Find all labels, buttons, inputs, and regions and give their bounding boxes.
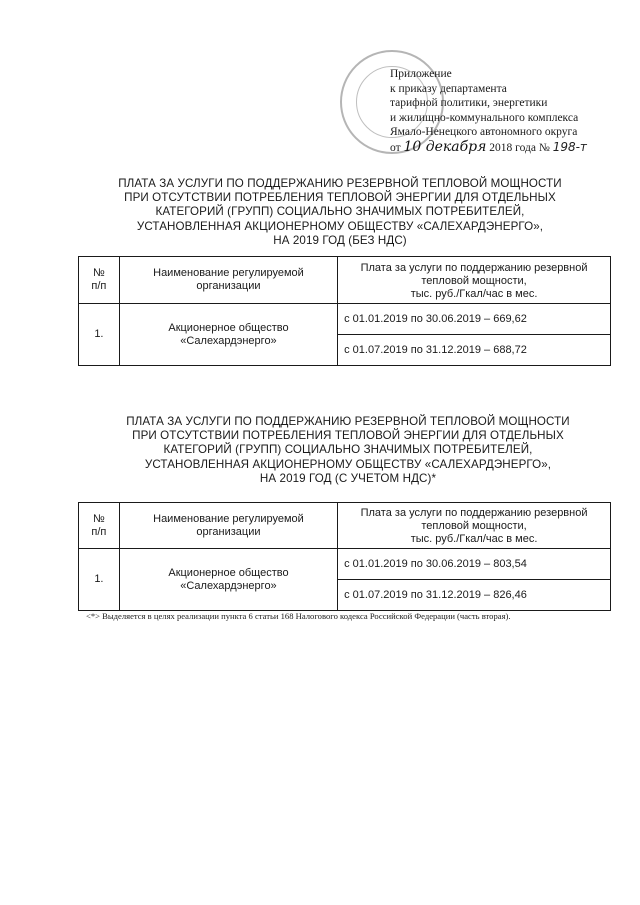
header-fee-line: тепловой мощности, (421, 274, 527, 287)
org-name-line: «Салехардэнерго» (180, 334, 277, 347)
org-name-line: «Салехардэнерго» (180, 579, 277, 592)
table-row (79, 549, 611, 580)
appendix-line-4: и жилищно-коммунального комплекса (390, 111, 579, 124)
header-num-label: п/п (91, 280, 107, 292)
section2-title-line: КАТЕГОРИЙ (ГРУПП) СОЦИАЛЬНО ЗНАЧИМЫХ ПОТРЕБИТЕЛЕЙ, (163, 443, 533, 457)
section2-table (78, 502, 611, 611)
section1-title-line: ПРИ ОТСУТСТВИИ ПОТРЕБЛЕНИЯ ТЕПЛОВОЙ ЭНЕРГИИ ДЛЯ ОТДЕЛЬНЫХ (124, 191, 556, 205)
org-name-line: Акционерное общество (168, 321, 289, 334)
header-name-line: организации (196, 280, 261, 292)
header-fee-line: тыс. руб./Гкал/час в мес. (410, 287, 538, 300)
header-fee-line: тепловой мощности, (421, 520, 527, 532)
section2-title-line: УСТАНОВЛЕННАЯ АКЦИОНЕРНОМУ ОБЩЕСТВУ «САЛЕХАРДЭНЕРГО», (144, 457, 552, 471)
header-name-line: организации (196, 525, 261, 538)
table-row (79, 304, 611, 335)
footnote: <*> Выделяется в целях реализации пункта 6 статьи 168 Налогового кодекса Российской Федерации (часть вторая). (86, 611, 511, 621)
appendix-header (390, 67, 630, 155)
header-num-symbol: № (93, 512, 105, 525)
section2-title-line: ПЛАТА ЗА УСЛУГИ ПО ПОДДЕРЖАНИЮ РЕЗЕРВНОЙ ТЕПЛОВОЙ МОЩНОСТИ (126, 415, 570, 428)
section2-title-line: НА 2019 ГОД (С УЧЕТОМ НДС)* (259, 471, 437, 485)
header-fee-cell (338, 257, 611, 304)
row-name-cell (119, 304, 337, 366)
header-fee-line: тыс. руб./Гкал/час в мес. (410, 533, 538, 545)
appendix-line-5: Ямало-Ненецкого автономного округа (390, 126, 578, 138)
table-header-row (79, 503, 611, 549)
header-num-cell (79, 503, 120, 549)
header-fee-cell (338, 503, 611, 549)
row-name-cell (119, 549, 337, 611)
period-1-cell: с 01.01.2019 по 30.06.2019 – 803,54 (338, 549, 611, 580)
section1-table (78, 256, 611, 366)
section1-title-line: НА 2019 ГОД (БЕЗ НДС) (273, 233, 407, 247)
period-2-cell: с 01.07.2019 по 31.12.2019 – 826,46 (338, 580, 611, 611)
header-name-cell (119, 503, 337, 549)
handwritten-order-number: 198-т (552, 139, 587, 154)
header-num-label: п/п (91, 525, 107, 538)
section2-title (78, 415, 618, 486)
row-num-cell: 1. (79, 304, 120, 366)
appendix-line-2: к приказу департамента (390, 82, 507, 95)
header-num-cell (79, 257, 120, 304)
table-header-row (79, 257, 611, 304)
period-2-cell: с 01.07.2019 по 31.12.2019 – 688,72 (338, 335, 611, 366)
header-fee-line: Плата за услуги по поддержанию резервной (360, 261, 588, 274)
date-prefix: от (390, 141, 401, 154)
section1-title-line: КАТЕГОРИЙ (ГРУПП) СОЦИАЛЬНО ЗНАЧИМЫХ ПОТРЕБИТЕЛЕЙ, (155, 205, 525, 219)
org-name-line: Акционерное общество (168, 566, 289, 579)
appendix-line-3: тарифной политики, энергетики (390, 97, 548, 109)
appendix-line-1: Приложение (390, 68, 452, 80)
section1-title (70, 177, 610, 248)
section2-title-line: ПРИ ОТСУТСТВИИ ПОТРЕБЛЕНИЯ ТЕПЛОВОЙ ЭНЕРГИИ ДЛЯ ОТДЕЛЬНЫХ (132, 429, 564, 443)
appendix-date-line (390, 140, 630, 156)
handwritten-date: 10 декабря (403, 138, 487, 155)
period-1-cell: с 01.01.2019 по 30.06.2019 – 669,62 (338, 304, 611, 335)
row-num-cell: 1. (79, 549, 120, 611)
header-name-line: Наименование регулируемой (153, 512, 304, 525)
section1-title-line: УСТАНОВЛЕННАЯ АКЦИОНЕРНОМУ ОБЩЕСТВУ «САЛЕХАРДЭНЕРГО», (136, 219, 544, 233)
header-name-line: Наименование регулируемой (153, 267, 304, 279)
header-fee-line: Плата за услуги по поддержанию резервной (360, 507, 588, 519)
header-num-symbol: № (93, 267, 105, 279)
date-suffix: 2018 года № (489, 141, 550, 154)
section1-title-line: ПЛАТА ЗА УСЛУГИ ПО ПОДДЕРЖАНИЮ РЕЗЕРВНОЙ ТЕПЛОВОЙ МОЩНОСТИ (118, 177, 562, 190)
header-name-cell (119, 257, 337, 304)
